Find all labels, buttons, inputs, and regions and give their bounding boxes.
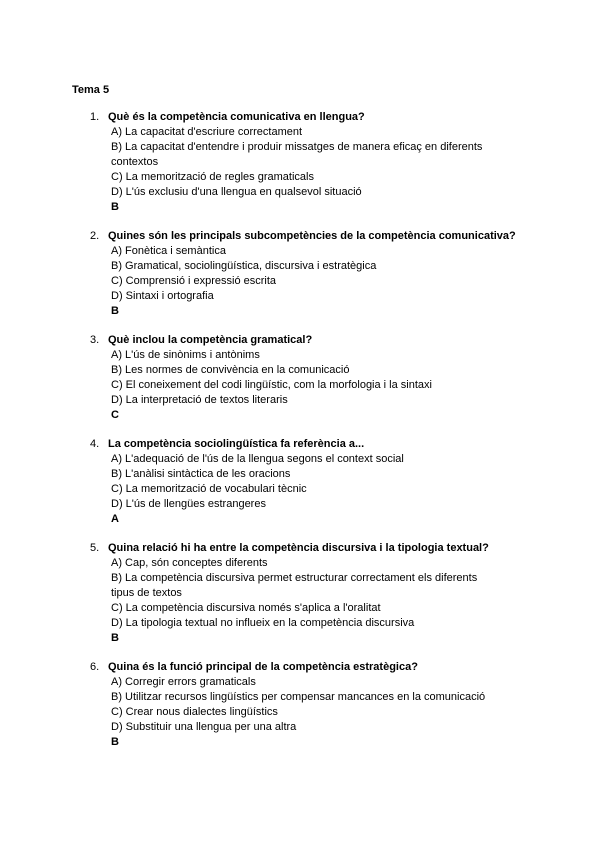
correct-answer: B bbox=[111, 632, 119, 644]
correct-answer: B bbox=[111, 201, 119, 213]
answer-option: A) Fonètica i semàntica bbox=[111, 245, 226, 257]
question-list bbox=[90, 110, 516, 764]
document-title: Tema 5 bbox=[72, 84, 110, 96]
answer-option: C) El coneixement del codi lingüístic, com la morfologia i la sintaxi bbox=[111, 379, 432, 391]
answer-option: B) Utilitzar recursos lingüístics per compensar mancances en la comunicació bbox=[111, 691, 486, 703]
answer-option: A) L'adequació de l'ús de la llengua segons el context social bbox=[111, 453, 404, 465]
correct-answer: B bbox=[111, 736, 119, 748]
answer-option: A) L'ús de sinònims i antònims bbox=[111, 349, 260, 361]
answer-option: B) Les normes de convivència en la comunicació bbox=[111, 364, 350, 376]
answer-option: D) Sintaxi i ortografia bbox=[111, 290, 214, 302]
question-text: Quines són les principals subcompetències de la competència comunicativa? bbox=[108, 230, 516, 242]
answer-option: D) L'ús exclusiu d'una llengua en qualsevol situació bbox=[111, 186, 362, 198]
question-number: 3. bbox=[90, 334, 100, 346]
correct-answer: C bbox=[111, 409, 119, 421]
question-number: 2. bbox=[90, 230, 100, 242]
question-number: 5. bbox=[90, 542, 100, 554]
answer-option: A) La capacitat d'escriure correctament bbox=[111, 126, 303, 138]
answer-option: C) La memorització de regles gramaticals bbox=[111, 171, 314, 183]
question-number: 4. bbox=[90, 438, 100, 450]
question-text: La competència sociolingüística fa referència a... bbox=[108, 438, 365, 450]
answer-option: C) Crear nous dialectes lingüístics bbox=[111, 706, 278, 718]
answer-option: C) La competència discursiva només s'aplica a l'oralitat bbox=[111, 602, 381, 614]
answer-option: B) Gramatical, sociolingüística, discursiva i estratègica bbox=[111, 260, 377, 272]
question-number: 1. bbox=[90, 111, 100, 123]
question-item bbox=[90, 437, 500, 527]
answer-option: C) La memorització de vocabulari tècnic bbox=[111, 483, 307, 495]
answer-option: D) La interpretació de textos literaris bbox=[111, 394, 288, 406]
question-item bbox=[90, 660, 500, 750]
answer-option: B) La capacitat d'entendre i produir missatges de manera eficaç en diferents contextos bbox=[111, 141, 483, 168]
answer-option: D) La tipologia textual no influeix en la competència discursiva bbox=[111, 617, 415, 629]
answer-option: D) Substituir una llengua per una altra bbox=[111, 721, 297, 733]
question-item bbox=[90, 541, 500, 646]
answer-option: B) La competència discursiva permet estructurar correctament els diferents tipus de textos bbox=[111, 572, 478, 599]
answer-option: B) L'anàlisi sintàctica de les oracions bbox=[111, 468, 291, 480]
question-text: Què inclou la competència gramatical? bbox=[108, 334, 313, 346]
question-text: Quina és la funció principal de la competència estratègica? bbox=[108, 661, 418, 673]
question-item bbox=[90, 110, 500, 215]
answer-option: C) Comprensió i expressió escrita bbox=[111, 275, 277, 287]
question-item bbox=[90, 333, 500, 423]
question-text: Quina relació hi ha entre la competència discursiva i la tipologia textual? bbox=[108, 542, 489, 554]
answer-option: A) Cap, són conceptes diferents bbox=[111, 557, 268, 569]
question-text: Què és la competència comunicativa en llengua? bbox=[108, 111, 365, 123]
answer-option: A) Corregir errors gramaticals bbox=[111, 676, 256, 688]
question-item bbox=[90, 229, 516, 319]
answer-option: D) L'ús de llengües estrangeres bbox=[111, 498, 266, 510]
correct-answer: A bbox=[111, 513, 119, 525]
question-number: 6. bbox=[90, 661, 100, 673]
correct-answer: B bbox=[111, 305, 119, 317]
